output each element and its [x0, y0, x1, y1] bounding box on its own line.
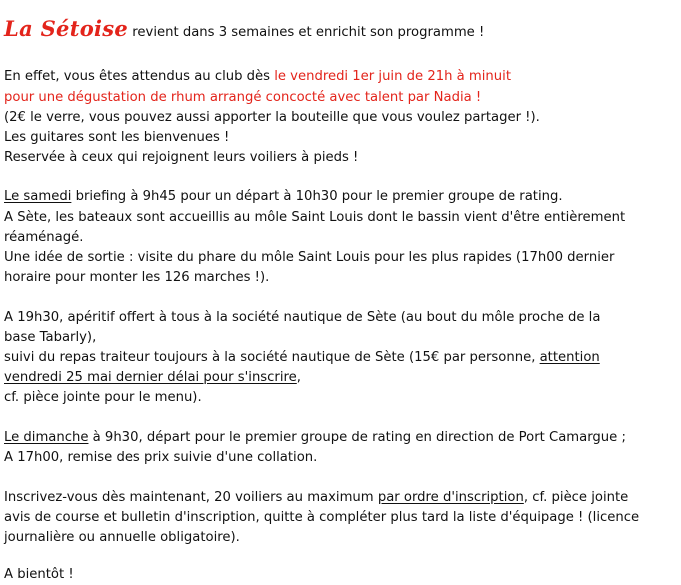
- saturday-line-5: horaire pour monter les 126 marches !).: [4, 270, 270, 285]
- sunday-label: Le dimanche: [4, 430, 89, 445]
- evening-line-5: cf. pièce jointe pour le menu).: [4, 390, 202, 405]
- friday-line-1-text: En effet, vous êtes attendus au club dès: [4, 69, 275, 84]
- deadline-date: vendredi 25 mai dernier délai pour s'inscrire: [4, 370, 297, 385]
- registration-line-1-tail: , cf. pièce jointe: [523, 490, 629, 505]
- friday-line-3: (2€ le verre, vous pouvez aussi apporter la bouteille que vous voulez partager !).: [4, 110, 540, 125]
- intro-line: [4, 16, 485, 41]
- registration-line-3: journalière ou annuelle obligatoire).: [4, 530, 240, 545]
- friday-line-4: Les guitares sont les bienvenues !: [4, 130, 230, 145]
- closing-line: A bientôt !: [4, 567, 74, 582]
- saturday-line-4: Une idée de sortie : visite du phare du môle Saint Louis pour les plus rapides (17h00 dernier: [4, 250, 615, 265]
- saturday-line-3: réaménagé.: [4, 230, 84, 245]
- sunday-line-1: [4, 428, 626, 448]
- intro-text: revient dans 3 semaines et enrichit son programme !: [128, 25, 485, 40]
- registration-order: par ordre d'inscription: [377, 490, 524, 505]
- registration-line-1: [4, 488, 628, 508]
- registration-line-2: avis de course et bulletin d'inscription, quitte à compléter plus tard la liste d'équipage ! (licence: [4, 510, 640, 525]
- sunday-line-2: A 17h00, remise des prix suivie d'une collation.: [4, 450, 318, 465]
- sunday-line-1-text: à 9h30, départ pour le premier groupe de rating en direction de Port Camargue ;: [88, 430, 626, 445]
- evening-line-3: [4, 348, 600, 368]
- evening-line-4-tail: ,: [296, 370, 301, 385]
- registration-line-1-text: Inscrivez-vous dès maintenant, 20 voiliers au maximum: [4, 490, 378, 505]
- evening-line-4: [4, 368, 301, 388]
- friday-date-highlight: le vendredi 1er juin de 21h à minuit: [274, 69, 511, 84]
- saturday-line-1: [4, 187, 563, 207]
- friday-line-2: pour une dégustation de rhum arrangé concocté avec talent par Nadia !: [4, 90, 482, 105]
- evening-line-1: A 19h30, apéritif offert à tous à la société nautique de Sète (au bout du môle proche de la: [4, 310, 601, 325]
- evening-line-2: base Tabarly),: [4, 330, 97, 345]
- friday-line-5: Reservée à ceux qui rejoignent leurs voiliers à pieds !: [4, 150, 359, 165]
- friday-line-1: [4, 67, 511, 87]
- brand-name: La Sétoise: [4, 16, 129, 41]
- saturday-label: Le samedi: [4, 189, 72, 204]
- evening-line-3-text: suivi du repas traiteur toujours à la société nautique de Sète (15€ par personne,: [4, 350, 540, 365]
- saturday-line-1-text: briefing à 9h45 pour un départ à 10h30 pour le premier groupe de rating.: [71, 189, 563, 204]
- saturday-line-2: A Sète, les bateaux sont accueillis au môle Saint Louis dont le bassin vient d'être entièrement: [4, 210, 626, 225]
- deadline-attention: attention: [539, 350, 600, 365]
